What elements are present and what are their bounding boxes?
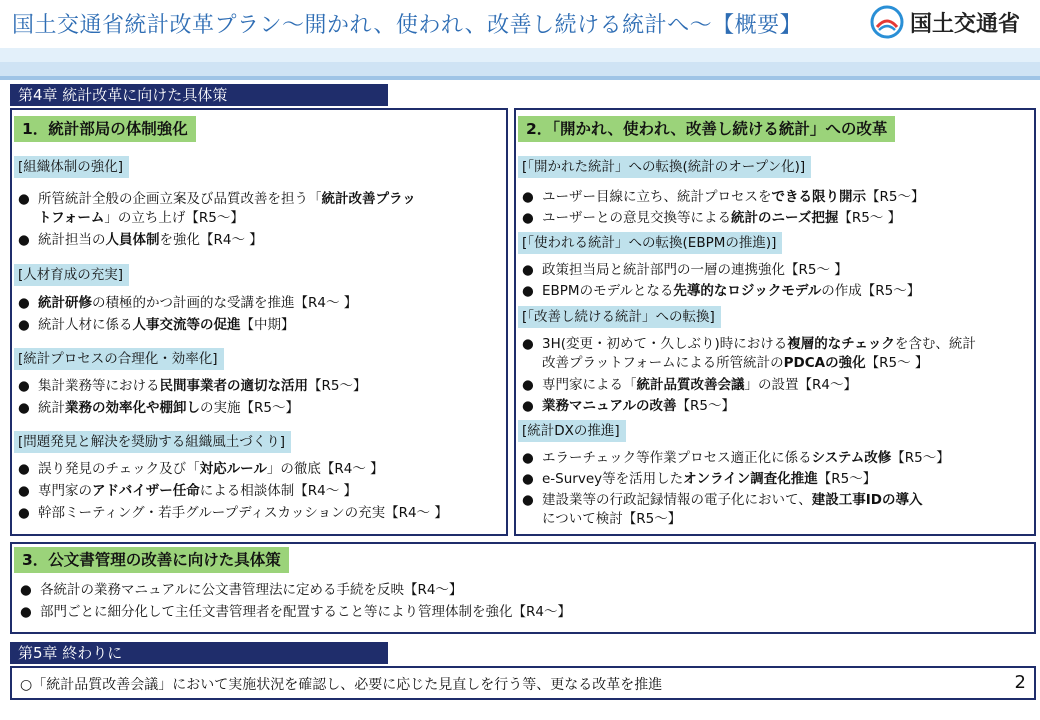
list-item: ● 統計担当の人員体制を強化【R4〜 】	[18, 232, 263, 248]
page-number: 2	[1014, 672, 1026, 693]
bullet-icon: ●	[18, 295, 30, 311]
bullet-icon: ●	[522, 471, 534, 487]
chapter4-label: 第4章 統計改革に向けた具体策	[10, 84, 388, 106]
header-band	[0, 62, 1040, 76]
bullet-icon: ●	[522, 210, 534, 226]
bullet-icon: ●	[20, 604, 32, 620]
bullet-icon: ●	[522, 283, 534, 299]
list-item: ● 専門家のアドバイザー任命による相談体制【R4〜 】	[18, 483, 357, 499]
subheading: [人材育成の充実]	[14, 264, 129, 286]
list-item: ● 集計業務等における民間事業者の適切な活用【R5〜】	[18, 378, 367, 394]
list-item: ● 3H(変更・初めて・久しぶり)時における複層的なチェックを含む、統計 改善プラットフォームによる所管統計のPDCAの強化【R5〜 】	[522, 336, 976, 371]
bullet-icon: ●	[20, 582, 32, 598]
list-item: ● 業務マニュアルの改善【R5〜】	[522, 398, 735, 414]
list-item: ● 誤り発見のチェック及び「対応ルール」の徹底【R4〜 】	[18, 461, 384, 477]
list-item: ● 統計人材に係る人事交流等の促進【中期】	[18, 317, 295, 333]
bullet-icon: ●	[18, 232, 30, 248]
bullet-icon: ●	[522, 398, 534, 414]
header-band	[0, 76, 1040, 80]
list-item: ● 幹部ミーティング・若手グループディスカッションの充実【R4〜 】	[18, 505, 448, 521]
section1-title: 1．統計部局の体制強化	[14, 116, 196, 142]
list-item: ● 統計研修の積極的かつ計画的な受講を推進【R4〜 】	[18, 295, 358, 311]
bullet-icon: ●	[18, 191, 30, 207]
list-item: ● e-Survey等を活用したオンライン調査化推進【R5〜】	[522, 471, 877, 487]
header-band	[0, 48, 1040, 62]
bullet-icon: ●	[522, 492, 534, 508]
bullet-icon: ●	[18, 317, 30, 333]
subheading: [問題発見と解決を奨励する組織風土づくり]	[14, 431, 291, 453]
list-item: ● 専門家による「統計品質改善会議」の設置【R4〜】	[522, 377, 857, 393]
list-item: ● ユーザーとの意見交換等による統計のニーズ把握【R5〜 】	[522, 210, 902, 226]
subheading: [「改善し続ける統計」への転換]	[518, 306, 721, 328]
list-item: ● 所管統計全般の企画立案及び品質改善を担う「統計改善プラッ トフォーム」の立ち上げ【R5〜】	[18, 191, 416, 226]
bullet-icon: ●	[522, 450, 534, 466]
mlit-emblem-icon	[870, 5, 904, 39]
list-item: ● EBPMのモデルとなる先導的なロジックモデルの作成【R5〜】	[522, 283, 921, 299]
bullet-icon: ●	[522, 262, 534, 278]
bullet-icon: ●	[522, 377, 534, 393]
chapter5-label: 第5章 終わりに	[10, 642, 388, 664]
bullet-icon: ●	[522, 336, 534, 352]
subheading: [「使われる統計」への転換(EBPMの推進)]	[518, 232, 782, 254]
subheading: [組織体制の強化]	[14, 156, 129, 178]
bullet-icon: ●	[18, 483, 30, 499]
list-item: ● 各統計の業務マニュアルに公文書管理法に定める手続を反映【R4〜】	[20, 582, 463, 598]
list-item: ● 部門ごとに細分化して主任文書管理者を配置すること等により管理体制を強化【R4〜】	[20, 604, 571, 620]
bullet-icon: ●	[18, 505, 30, 521]
chapter5-text: ○「統計品質改善会議」において実施状況を確認し、必要に応じた見直しを行う等、更なる改革を推進	[20, 677, 663, 693]
list-item: ● 政策担当局と統計部門の一層の連携強化【R5〜 】	[522, 262, 848, 278]
chapter5-panel	[10, 666, 1036, 700]
mlit-logo	[870, 2, 1020, 42]
subheading: [統計DXの推進]	[518, 420, 626, 442]
bullet-icon: ●	[18, 378, 30, 394]
page-title: 国土交通省統計改革プラン〜開かれ、使われ、改善し続ける統計へ〜【概要】	[12, 13, 803, 38]
section2-title: 2．「開かれ、使われ、改善し続ける統計」への改革	[518, 116, 895, 142]
bullet-icon: ●	[522, 189, 534, 205]
list-item: ● 統計業務の効率化や棚卸しの実施【R5〜】	[18, 400, 299, 416]
section3-title: 3．公文書管理の改善に向けた具体策	[14, 547, 289, 573]
list-item: ● 建設業等の行政記録情報の電子化において、建設工事IDの導入 について検討【R5〜】	[522, 492, 923, 527]
subheading: [「開かれた統計」への転換(統計のオープン化)]	[518, 156, 811, 178]
list-item: ● エラーチェック等作業プロセス適正化に係るシステム改修【R5〜】	[522, 450, 950, 466]
bullet-icon: ●	[18, 400, 30, 416]
bullet-icon: ●	[18, 461, 30, 477]
subheading: [統計プロセスの合理化・効率化]	[14, 348, 224, 370]
logo-text: 国土交通省	[910, 11, 1021, 37]
list-item: ● ユーザー目線に立ち、統計プロセスをできる限り開示【R5〜】	[522, 189, 925, 205]
